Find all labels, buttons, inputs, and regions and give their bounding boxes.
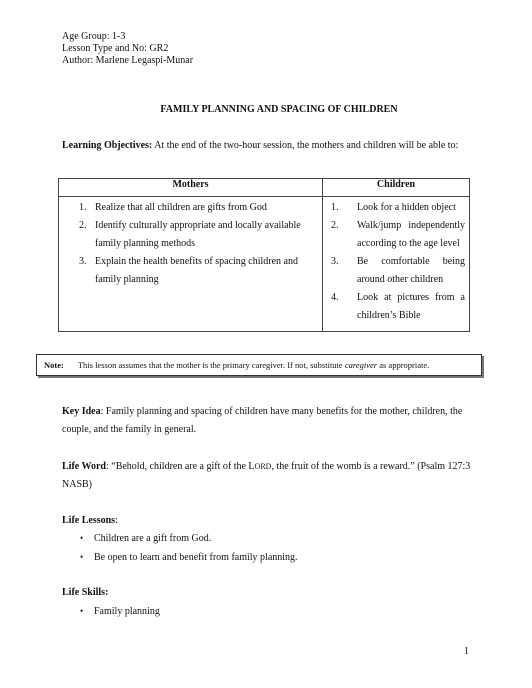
item-number: 2. [79, 220, 87, 231]
item-number: 3. [331, 256, 339, 267]
note-text-end: as appropriate. [377, 360, 430, 370]
lesson-meta [62, 31, 193, 67]
bullet-icon: • [80, 552, 84, 562]
item-number: 2. [331, 220, 339, 231]
bullet-icon: • [80, 533, 84, 543]
life-word-label: Life Word [62, 461, 106, 472]
note-label: Note: [44, 360, 64, 370]
learning-objectives-label: Learning Objectives: [62, 140, 153, 151]
life-skills-label: Life Skills: [62, 587, 109, 598]
list-item [63, 253, 318, 289]
life-word-smallcaps: ORD [254, 462, 272, 471]
list-item [62, 548, 476, 567]
item-number: 1. [331, 202, 339, 213]
author: Author: Marlene Legaspi-Munar [62, 55, 194, 66]
list-item [63, 199, 318, 217]
learning-objectives [62, 137, 476, 155]
life-lessons-colon: : [115, 515, 118, 526]
life-lessons-heading [62, 512, 476, 530]
page-title: FAMILY PLANNING AND SPACING OF CHILDREN [160, 104, 398, 115]
life-skills-list [62, 602, 476, 621]
table-header-row [59, 179, 470, 197]
item-number: 1. [79, 202, 87, 213]
children-header: Children [323, 179, 470, 197]
item-text: Be comfortable being around other children [357, 256, 465, 285]
item-text: Family planning [94, 606, 160, 617]
item-text: Identify culturally appropriate and locally available family planning methods [95, 220, 301, 249]
life-skills-heading [62, 584, 476, 602]
bullet-icon: • [80, 606, 84, 616]
learning-objectives-text: At the end of the two-hour session, the mothers and children will be able to: [152, 140, 459, 151]
age-group: Age Group: 1-3 [62, 31, 126, 42]
life-word-text: : “Behold, children are a gift of the L [105, 461, 255, 472]
item-text: Look for a hidden object [357, 202, 456, 213]
mothers-objectives [59, 197, 323, 332]
key-idea-label: Key Idea [62, 406, 101, 417]
list-item [327, 217, 465, 253]
list-item [63, 217, 318, 253]
mothers-header: Mothers [59, 179, 323, 197]
life-lessons-label: Life Lessons [62, 515, 116, 526]
item-text: Children are a gift from God. [94, 533, 212, 544]
note-text: This lesson assumes that the mother is the primary caregiver. If not, substitute [77, 360, 345, 370]
list-item [327, 199, 465, 217]
item-text: Walk/jump independently according to the age level [357, 220, 465, 249]
life-word [62, 458, 476, 494]
lesson-type: Lesson Type and No: GR2 [62, 43, 169, 54]
table-row [59, 197, 470, 332]
item-text: Explain the health benefits of spacing children and family planning [95, 256, 298, 285]
key-idea-text: : Family planning and spacing of children have many benefits for the mother, children, the couple, and the family in general. [62, 406, 463, 435]
page-number: 1 [464, 646, 469, 657]
item-text: Look at pictures from a children’s Bible [357, 292, 465, 321]
life-lessons-list [62, 529, 476, 567]
children-objectives [323, 197, 470, 332]
item-number: 3. [79, 256, 87, 267]
item-text: Realize that all children are gifts from God [95, 202, 267, 213]
list-item [62, 602, 476, 621]
list-item [62, 529, 476, 548]
life-word-text-end: , the fruit of the womb is a reward.” (Psalm 127:3 NASB) [62, 461, 471, 490]
objectives-table [58, 178, 470, 332]
list-item [327, 289, 465, 325]
item-text: Be open to learn and benefit from family planning. [94, 552, 298, 563]
list-item [327, 253, 465, 289]
note-italic: caregiver [344, 360, 378, 370]
item-number: 4. [331, 292, 339, 303]
note-box [36, 354, 482, 376]
key-idea [62, 403, 476, 439]
